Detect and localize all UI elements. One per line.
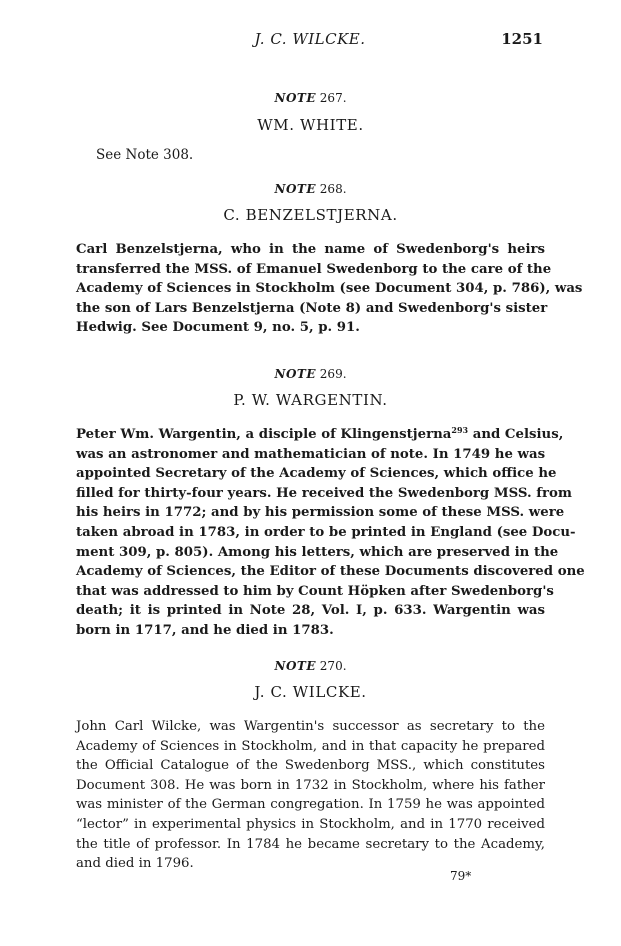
paragraph-line: appointed Secretary of the Academy of Sciences, which office he: [76, 466, 557, 482]
paragraph-line: his heirs in 1772; and by his permission some of these MSS. were: [76, 505, 565, 521]
paragraph-line: Document 308. He was born in 1732 in Stockholm, where his father: [76, 777, 545, 793]
signature-mark: 79*: [450, 869, 472, 883]
note-title: P. W. WARGENTIN.: [233, 391, 388, 409]
note-label: NOTE 270.: [274, 659, 347, 673]
running-title: J. C. WILCKE.: [254, 30, 366, 48]
paragraph-line: Academy of Sciences, the Editor of these Documents discovered one: [76, 564, 585, 580]
paragraph-line: the Official Catalogue of the Swedenborg MSS., which constitutes: [76, 758, 545, 774]
paragraph-line: taken abroad in 1783, in order to be printed in England (see Docu-: [76, 524, 576, 540]
page-header: [0, 30, 621, 52]
paragraph-line: and died in 1796.: [76, 856, 194, 872]
paragraph-line: “lector” in experimental physics in Stockholm, and in 1770 received: [76, 816, 545, 832]
paragraph-line: was an astronomer and mathematician of note. In 1749 he was: [76, 446, 546, 462]
paragraph-line: Academy of Sciences in Stockholm (see Document 304, p. 786), was: [76, 281, 583, 297]
note-label: NOTE 268.: [274, 182, 347, 196]
paragraph-line: John Carl Wilcke, was Wargentin's successor as secretary to the: [76, 719, 545, 734]
footnote-marker: 293: [451, 425, 469, 435]
paragraph-line: death; it is printed in Note 28, Vol. I, p. 633. Wargentin was: [76, 603, 545, 619]
paragraph-line: was minister of the German congregation. In 1759 he was appointed: [76, 797, 545, 813]
paragraph-line: filled for thirty-four years. He received the Swedenborg MSS. from: [76, 485, 572, 501]
paragraph-line: the son of Lars Benzelstjerna (Note 8) and Swedenborg's sister: [76, 300, 548, 316]
paragraph-line: the title of professor. In 1784 he became secretary to the Academy,: [76, 836, 545, 852]
note-paragraph: [76, 425, 585, 641]
note-title: J. C. WILCKE.: [254, 683, 367, 701]
note-paragraph: [76, 717, 545, 874]
paragraph-line: Hedwig. See Document 9, no. 5, p. 91.: [76, 320, 360, 336]
paragraph-line: that was addressed to him by Count Höpken after Swedenborg's: [76, 583, 554, 599]
note-text: See Note 308.: [96, 147, 194, 163]
paragraph-line: Academy of Sciences in Stockholm, and in that capacity he prepared: [76, 738, 545, 754]
paragraph-line: transferred the MSS. of Emanuel Swedenborg to the care of the: [76, 261, 552, 277]
paragraph-line: Carl Benzelstjerna, who in the name of Swedenborg's heirs: [76, 242, 545, 257]
paragraph-line: ment 309, p. 805). Among his letters, which are preserved in the: [76, 544, 559, 560]
paragraph-line: born in 1717, and he died in 1783.: [76, 622, 334, 638]
note-title: WM. WHITE.: [257, 116, 364, 134]
note-title: C. BENZELSTJERNA.: [223, 206, 398, 224]
note-label: NOTE 267.: [274, 91, 347, 105]
note-label: NOTE 269.: [274, 367, 347, 381]
page-number: 1251: [501, 30, 543, 48]
paragraph-line: Peter Wm. Wargentin, a disciple of Klingenstjerna$^{293}$ and Celsius,: [76, 425, 564, 442]
note-paragraph: [76, 240, 583, 338]
